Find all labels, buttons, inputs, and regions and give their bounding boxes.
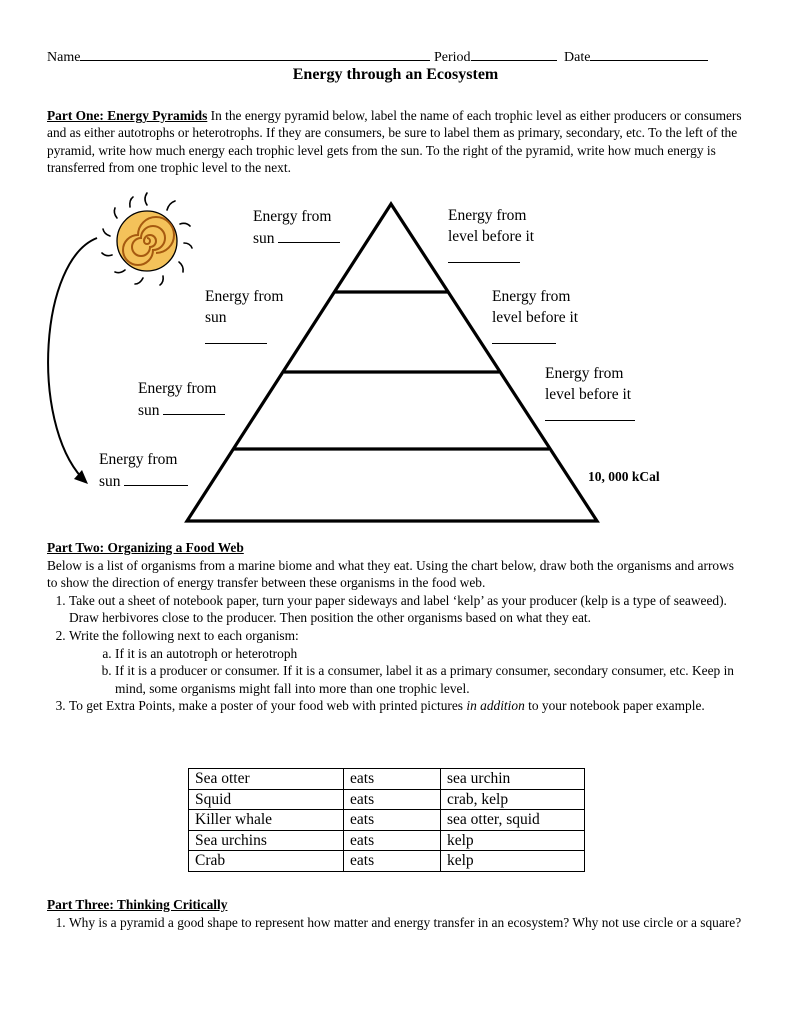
part-one-text: In the energy pyramid below, label the name of each trophic level as either producers or consumers and as either autotrophs or heterotrophs. If they are consumers, be sure to label them as primary, secondary, etc. To the left of the pyramid, write how much energy each trophic level gets from the sun. To the right of the pyramid, write how much energy is transferred from one trophic level to the next. [47, 108, 742, 176]
part-three-list [47, 914, 747, 932]
period-label: Period [433, 50, 471, 65]
part-three-heading: Part Three: Thinking Critically [47, 897, 228, 912]
transfer-energy-blank-1[interactable] [448, 247, 520, 263]
part-two-intro: Below is a list of organisms from a marine biome and what they eat. Using the chart below, draw both the organisms and arrows to show the direction of energy transfer between these organisms in the food web. [47, 557, 734, 591]
curved-arrow-icon [48, 238, 97, 484]
sun-icon [102, 193, 192, 285]
left-label-top: Energy from sun [253, 206, 340, 249]
table-row: Killer whale eats sea otter, squid [189, 810, 585, 831]
food-web-table [188, 768, 585, 872]
sun-energy-blank-4[interactable] [124, 470, 188, 486]
list-item: a. If it is an autotroph or heterotroph [115, 645, 747, 663]
table-row: Sea otter eats sea urchin [189, 769, 585, 790]
sun-energy-blank-1[interactable] [278, 227, 340, 243]
left-label-2: Energy from sun [205, 286, 283, 350]
part-two-list [47, 592, 747, 715]
part-two-heading: Part Two: Organizing a Food Web [47, 540, 244, 555]
list-item: 1. Take out a sheet of notebook paper, turn your paper sideways and label ‘kelp’ as your producer (kelp is a type of seaweed). Draw herbivores close to the producer. Then position the other organisms based on what they eat. [69, 592, 747, 627]
part-three-section [47, 896, 747, 931]
list-item: 2. Write the following next to each organism: a. If it is an autotroph or heterotroph b. If it is a producer or consumer. If it is a consumer, label it as a primary consumer, secondary consumer, etc. Keep in mind, some organisms might fall into more than one trophic level. [69, 627, 747, 697]
sun-energy-blank-3[interactable] [163, 399, 225, 415]
right-label-3: Energy from level before it [545, 363, 635, 427]
part-two-section [47, 539, 747, 715]
table-row: Sea urchins eats kelp [189, 830, 585, 851]
list-item: b. If it is a producer or consumer. If it is a consumer, label it as a primary consumer, secondary consumer, etc. Keep in mind, some organisms might fall into more than one trophic level. [115, 662, 747, 697]
bottom-energy-value: 10, 000 kCal [588, 469, 660, 484]
left-label-bottom: Energy from sun [99, 449, 188, 492]
name-label: Name [47, 50, 81, 65]
sub-list [69, 645, 747, 698]
transfer-energy-blank-3[interactable] [545, 405, 635, 421]
pyramid-shape [187, 204, 597, 521]
sun-energy-blank-2[interactable] [205, 328, 267, 344]
list-item: 1. Why is a pyramid a good shape to represent how matter and energy transfer in an ecosystem? Why not use circle or a square? [69, 914, 747, 932]
transfer-energy-blank-2[interactable] [492, 328, 556, 344]
part-one-heading: Part One: Energy Pyramids [47, 108, 208, 123]
date-label: Date [564, 50, 591, 65]
left-label-3: Energy from sun [138, 378, 225, 421]
right-label-2: Energy from level before it [492, 286, 578, 350]
page-title: Energy through an Ecosystem [292, 66, 499, 83]
list-item: 3. To get Extra Points, make a poster of your food web with printed pictures in addition to your notebook paper example. [69, 697, 747, 715]
table-row: Crab eats kelp [189, 851, 585, 872]
pyramid-outline [187, 204, 597, 521]
table-row: Squid eats crab, kelp [189, 789, 585, 810]
right-label-top: Energy from level before it [448, 205, 534, 269]
